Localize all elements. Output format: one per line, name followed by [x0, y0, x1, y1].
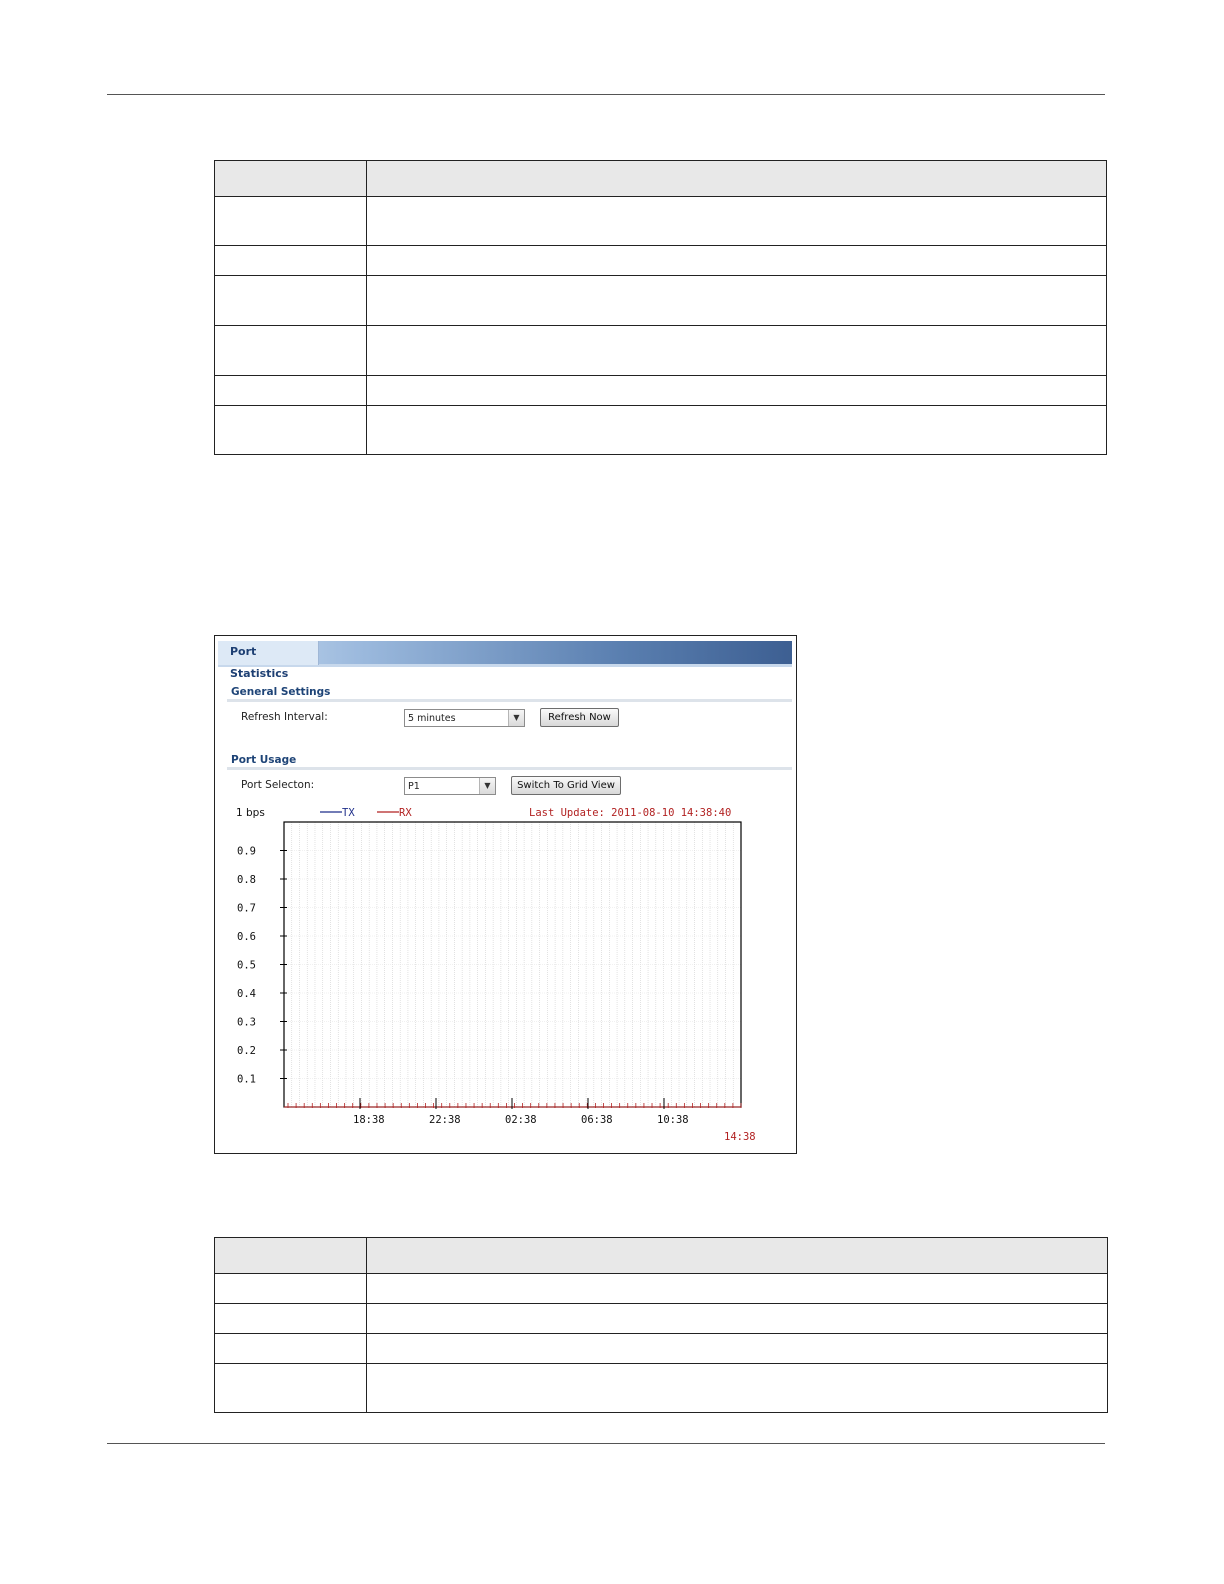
table-row [215, 1304, 1108, 1334]
last-update-label: Last Update: 2011-08-10 14:38:40 [529, 807, 732, 819]
table-row [215, 246, 1107, 276]
section-divider [227, 699, 792, 702]
table-row [215, 197, 1107, 246]
footer-rule [107, 1443, 1105, 1444]
table-row [215, 406, 1107, 455]
table-row [215, 1274, 1108, 1304]
tab-bar [218, 641, 792, 680]
y-tick-label: 0.2 [237, 1045, 256, 1057]
y-tick-label: 0.4 [237, 988, 256, 1000]
x-tick-label: 10:38 [657, 1114, 689, 1126]
y-tick-label: 0.1 [237, 1073, 256, 1086]
refresh-interval-select[interactable] [404, 709, 525, 727]
x-tick-label: 18:38 [353, 1114, 385, 1126]
legend-label-rx: RX [399, 807, 412, 819]
y-unit-label: 1 bps [236, 807, 265, 819]
x-tick-label: 06:38 [581, 1114, 613, 1126]
port-selection-select[interactable] [404, 777, 496, 795]
general-settings-heading: General Settings [231, 686, 331, 698]
header-rule [107, 94, 1105, 95]
table-row [215, 1334, 1108, 1364]
description-table-1 [214, 160, 1107, 455]
port-usage-heading: Port Usage [231, 754, 297, 766]
section-divider [227, 767, 792, 770]
table-row [215, 376, 1107, 406]
y-tick-label: 0.3 [237, 1016, 256, 1029]
chevron-down-icon: ▼ [508, 710, 524, 726]
y-tick-label: 0.7 [237, 902, 256, 915]
y-tick-label: 0.5 [237, 959, 256, 972]
description-table-2 [214, 1237, 1108, 1413]
refresh-now-button[interactable]: Refresh Now [540, 708, 619, 727]
table-row [215, 326, 1107, 376]
y-tick-label: 0.6 [237, 931, 256, 943]
switch-to-grid-view-button[interactable]: Switch To Grid View [511, 776, 621, 795]
port-statistics-screenshot [214, 635, 797, 1154]
x-tick-label: 02:38 [505, 1114, 537, 1126]
port-selection-label: Port Selecton: [241, 779, 315, 791]
y-tick-label: 0.8 [237, 874, 256, 886]
port-usage-chart [215, 796, 796, 1151]
chevron-down-icon: ▼ [479, 778, 495, 794]
refresh-interval-value: 5 minutes [408, 713, 456, 724]
x-tick-label: 22:38 [429, 1114, 461, 1126]
table-header-row [215, 161, 1107, 197]
tab-port-statistics[interactable]: Port Statistics [218, 641, 319, 665]
y-tick-label: 0.9 [237, 845, 256, 858]
port-selection-value: P1 [408, 781, 420, 792]
legend-label-tx: TX [342, 807, 355, 819]
table-row [215, 276, 1107, 326]
table-header-row [215, 1238, 1108, 1274]
x-end-label: 14:38 [724, 1131, 756, 1143]
refresh-interval-label: Refresh Interval: [241, 711, 328, 723]
table-row [215, 1364, 1108, 1413]
